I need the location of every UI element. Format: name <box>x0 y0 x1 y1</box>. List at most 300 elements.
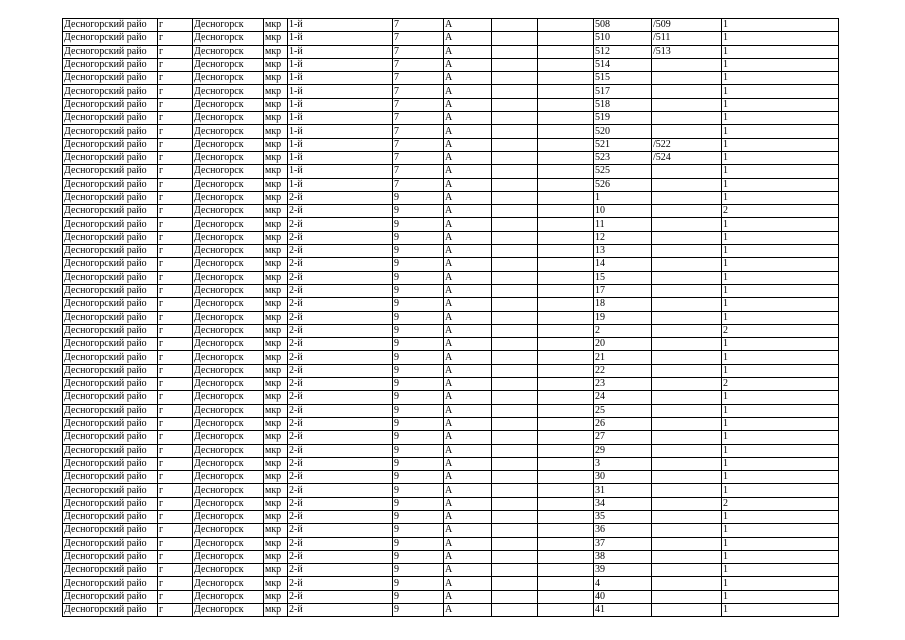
cell-extra-2 <box>538 151 594 164</box>
table-row <box>63 19 839 32</box>
cell-settlement-type: г <box>158 378 193 391</box>
table-row <box>63 431 839 444</box>
cell-letter: А <box>444 444 492 457</box>
cell-street-type: мкр <box>264 178 288 191</box>
cell-settlement-type: г <box>158 151 193 164</box>
cell-street-name: 2-й <box>288 444 393 457</box>
cell-settlement: Десногорск <box>193 417 264 430</box>
cell-house-number-2 <box>652 284 722 297</box>
cell-settlement: Десногорск <box>193 138 264 151</box>
table-row <box>63 537 839 550</box>
cell-block: 9 <box>393 590 444 603</box>
table-row <box>63 364 839 377</box>
cell-house-number-2 <box>652 338 722 351</box>
cell-block: 9 <box>393 284 444 297</box>
cell-street-type: мкр <box>264 138 288 151</box>
cell-block: 7 <box>393 112 444 125</box>
cell-house-number: 514 <box>594 58 652 71</box>
cell-count: 1 <box>722 138 839 151</box>
cell-extra-2 <box>538 537 594 550</box>
cell-count: 2 <box>722 324 839 337</box>
cell-district: Десногорский райо <box>63 85 158 98</box>
cell-house-number-2 <box>652 112 722 125</box>
cell-settlement-type: г <box>158 564 193 577</box>
cell-house-number-2 <box>652 85 722 98</box>
cell-street-type: мкр <box>264 231 288 244</box>
cell-settlement-type: г <box>158 138 193 151</box>
cell-extra-1 <box>492 378 538 391</box>
cell-extra-2 <box>538 471 594 484</box>
cell-settlement-type: г <box>158 178 193 191</box>
cell-street-type: мкр <box>264 550 288 563</box>
table-row <box>63 58 839 71</box>
cell-street-name: 2-й <box>288 271 393 284</box>
cell-settlement: Десногорск <box>193 550 264 563</box>
cell-letter: А <box>444 178 492 191</box>
cell-count: 1 <box>722 457 839 470</box>
cell-settlement: Десногорск <box>193 324 264 337</box>
cell-extra-1 <box>492 165 538 178</box>
cell-district: Десногорский райо <box>63 378 158 391</box>
cell-house-number-2 <box>652 604 722 617</box>
cell-block: 9 <box>393 484 444 497</box>
cell-count: 1 <box>722 58 839 71</box>
cell-street-type: мкр <box>264 258 288 271</box>
cell-settlement: Десногорск <box>193 378 264 391</box>
cell-street-name: 2-й <box>288 391 393 404</box>
cell-street-type: мкр <box>264 564 288 577</box>
cell-settlement: Десногорск <box>193 364 264 377</box>
cell-settlement: Десногорск <box>193 524 264 537</box>
table-row <box>63 524 839 537</box>
cell-extra-2 <box>538 431 594 444</box>
cell-settlement-type: г <box>158 271 193 284</box>
table-row <box>63 550 839 563</box>
cell-house-number-2 <box>652 218 722 231</box>
cell-count: 1 <box>722 178 839 191</box>
cell-settlement-type: г <box>158 45 193 58</box>
cell-street-type: мкр <box>264 391 288 404</box>
cell-extra-1 <box>492 417 538 430</box>
cell-house-number: 519 <box>594 112 652 125</box>
cell-block: 9 <box>393 404 444 417</box>
cell-house-number: 22 <box>594 364 652 377</box>
table-row <box>63 590 839 603</box>
cell-block: 9 <box>393 364 444 377</box>
cell-letter: А <box>444 324 492 337</box>
table-row <box>63 85 839 98</box>
cell-street-type: мкр <box>264 125 288 138</box>
cell-extra-1 <box>492 205 538 218</box>
cell-street-name: 1-й <box>288 58 393 71</box>
cell-block: 9 <box>393 550 444 563</box>
cell-extra-2 <box>538 351 594 364</box>
cell-house-number: 23 <box>594 378 652 391</box>
cell-house-number-2 <box>652 484 722 497</box>
cell-settlement: Десногорск <box>193 431 264 444</box>
cell-house-number: 517 <box>594 85 652 98</box>
cell-count: 1 <box>722 298 839 311</box>
table-row <box>63 165 839 178</box>
cell-street-name: 1-й <box>288 138 393 151</box>
cell-extra-1 <box>492 577 538 590</box>
cell-street-name: 2-й <box>288 417 393 430</box>
cell-street-name: 2-й <box>288 324 393 337</box>
cell-extra-1 <box>492 32 538 45</box>
cell-letter: А <box>444 284 492 297</box>
cell-block: 9 <box>393 324 444 337</box>
cell-house-number: 40 <box>594 590 652 603</box>
cell-street-name: 2-й <box>288 590 393 603</box>
cell-street-type: мкр <box>264 112 288 125</box>
cell-count: 1 <box>722 165 839 178</box>
cell-extra-1 <box>492 231 538 244</box>
cell-settlement: Десногорск <box>193 218 264 231</box>
cell-settlement-type: г <box>158 484 193 497</box>
cell-settlement-type: г <box>158 537 193 550</box>
cell-house-number: 37 <box>594 537 652 550</box>
cell-letter: А <box>444 45 492 58</box>
cell-district: Десногорский райо <box>63 537 158 550</box>
cell-count: 1 <box>722 112 839 125</box>
cell-block: 9 <box>393 497 444 510</box>
cell-settlement-type: г <box>158 191 193 204</box>
cell-block: 9 <box>393 524 444 537</box>
cell-extra-2 <box>538 444 594 457</box>
cell-street-type: мкр <box>264 191 288 204</box>
cell-count: 1 <box>722 537 839 550</box>
cell-settlement-type: г <box>158 497 193 510</box>
table-row <box>63 32 839 45</box>
cell-settlement: Десногорск <box>193 245 264 258</box>
cell-street-name: 2-й <box>288 457 393 470</box>
cell-house-number-2 <box>652 497 722 510</box>
cell-block: 7 <box>393 138 444 151</box>
cell-settlement-type: г <box>158 444 193 457</box>
cell-extra-1 <box>492 550 538 563</box>
cell-letter: А <box>444 378 492 391</box>
cell-extra-1 <box>492 351 538 364</box>
cell-street-type: мкр <box>264 604 288 617</box>
cell-street-name: 2-й <box>288 550 393 563</box>
cell-district: Десногорский райо <box>63 151 158 164</box>
cell-letter: А <box>444 577 492 590</box>
cell-block: 9 <box>393 245 444 258</box>
cell-count: 2 <box>722 205 839 218</box>
cell-street-type: мкр <box>264 457 288 470</box>
cell-house-number-2 <box>652 391 722 404</box>
cell-street-name: 1-й <box>288 165 393 178</box>
cell-house-number-2 <box>652 258 722 271</box>
cell-district: Десногорский райо <box>63 431 158 444</box>
cell-house-number-2 <box>652 231 722 244</box>
cell-letter: А <box>444 138 492 151</box>
cell-block: 9 <box>393 258 444 271</box>
cell-street-type: мкр <box>264 19 288 32</box>
cell-house-number: 523 <box>594 151 652 164</box>
cell-extra-2 <box>538 45 594 58</box>
cell-settlement-type: г <box>158 510 193 523</box>
cell-district: Десногорский райо <box>63 178 158 191</box>
cell-settlement-type: г <box>158 577 193 590</box>
cell-settlement-type: г <box>158 165 193 178</box>
cell-street-name: 2-й <box>288 205 393 218</box>
cell-letter: А <box>444 351 492 364</box>
cell-house-number-2 <box>652 205 722 218</box>
cell-letter: А <box>444 205 492 218</box>
cell-count: 1 <box>722 364 839 377</box>
cell-settlement: Десногорск <box>193 165 264 178</box>
cell-street-name: 2-й <box>288 484 393 497</box>
table-row <box>63 378 839 391</box>
cell-house-number-2 <box>652 577 722 590</box>
table-row <box>63 258 839 271</box>
cell-house-number: 526 <box>594 178 652 191</box>
cell-extra-1 <box>492 178 538 191</box>
cell-block: 7 <box>393 45 444 58</box>
cell-block: 9 <box>393 231 444 244</box>
cell-house-number: 21 <box>594 351 652 364</box>
cell-house-number: 17 <box>594 284 652 297</box>
cell-house-number: 11 <box>594 218 652 231</box>
cell-settlement-type: г <box>158 98 193 111</box>
cell-street-name: 2-й <box>288 524 393 537</box>
cell-count: 1 <box>722 444 839 457</box>
cell-house-number: 19 <box>594 311 652 324</box>
cell-district: Десногорский райо <box>63 590 158 603</box>
cell-street-name: 1-й <box>288 45 393 58</box>
cell-extra-1 <box>492 524 538 537</box>
cell-extra-1 <box>492 497 538 510</box>
cell-extra-1 <box>492 58 538 71</box>
cell-street-name: 1-й <box>288 72 393 85</box>
cell-settlement-type: г <box>158 58 193 71</box>
cell-house-number-2 <box>652 165 722 178</box>
cell-count: 1 <box>722 404 839 417</box>
cell-settlement-type: г <box>158 85 193 98</box>
cell-district: Десногорский райо <box>63 165 158 178</box>
cell-extra-1 <box>492 471 538 484</box>
table-row <box>63 417 839 430</box>
cell-street-type: мкр <box>264 58 288 71</box>
cell-block: 7 <box>393 32 444 45</box>
cell-street-type: мкр <box>264 404 288 417</box>
cell-street-name: 1-й <box>288 178 393 191</box>
cell-house-number: 24 <box>594 391 652 404</box>
cell-letter: А <box>444 72 492 85</box>
cell-district: Десногорский райо <box>63 231 158 244</box>
cell-settlement: Десногорск <box>193 537 264 550</box>
cell-settlement-type: г <box>158 32 193 45</box>
table-row <box>63 284 839 297</box>
cell-house-number-2 <box>652 324 722 337</box>
cell-settlement: Десногорск <box>193 112 264 125</box>
cell-settlement: Десногорск <box>193 471 264 484</box>
cell-count: 1 <box>722 231 839 244</box>
cell-extra-2 <box>538 191 594 204</box>
cell-street-name: 1-й <box>288 151 393 164</box>
cell-settlement-type: г <box>158 284 193 297</box>
cell-street-name: 2-й <box>288 351 393 364</box>
cell-house-number-2 <box>652 311 722 324</box>
cell-count: 1 <box>722 391 839 404</box>
cell-extra-1 <box>492 191 538 204</box>
cell-house-number-2: /522 <box>652 138 722 151</box>
cell-letter: А <box>444 564 492 577</box>
cell-count: 1 <box>722 484 839 497</box>
cell-house-number: 29 <box>594 444 652 457</box>
cell-street-name: 1-й <box>288 19 393 32</box>
cell-house-number-2 <box>652 378 722 391</box>
cell-extra-2 <box>538 32 594 45</box>
cell-house-number: 26 <box>594 417 652 430</box>
table-row <box>63 178 839 191</box>
cell-district: Десногорский райо <box>63 497 158 510</box>
cell-extra-2 <box>538 311 594 324</box>
cell-extra-1 <box>492 444 538 457</box>
cell-count: 1 <box>722 72 839 85</box>
cell-settlement-type: г <box>158 324 193 337</box>
cell-block: 7 <box>393 125 444 138</box>
cell-extra-1 <box>492 271 538 284</box>
cell-settlement: Десногорск <box>193 125 264 138</box>
cell-street-type: мкр <box>264 98 288 111</box>
cell-extra-2 <box>538 245 594 258</box>
table-row <box>63 564 839 577</box>
cell-street-name: 2-й <box>288 298 393 311</box>
cell-block: 9 <box>393 604 444 617</box>
cell-house-number-2 <box>652 564 722 577</box>
cell-settlement-type: г <box>158 245 193 258</box>
cell-settlement: Десногорск <box>193 58 264 71</box>
cell-extra-2 <box>538 510 594 523</box>
cell-settlement-type: г <box>158 391 193 404</box>
cell-district: Десногорский райо <box>63 19 158 32</box>
cell-count: 1 <box>722 32 839 45</box>
cell-letter: А <box>444 524 492 537</box>
cell-settlement-type: г <box>158 19 193 32</box>
cell-district: Десногорский райо <box>63 444 158 457</box>
table-row <box>63 125 839 138</box>
cell-street-type: мкр <box>264 298 288 311</box>
cell-count: 1 <box>722 284 839 297</box>
cell-settlement-type: г <box>158 364 193 377</box>
cell-extra-2 <box>538 125 594 138</box>
cell-district: Десногорский райо <box>63 58 158 71</box>
cell-street-type: мкр <box>264 284 288 297</box>
cell-letter: А <box>444 510 492 523</box>
cell-district: Десногорский райо <box>63 271 158 284</box>
cell-house-number: 515 <box>594 72 652 85</box>
cell-extra-2 <box>538 378 594 391</box>
cell-street-type: мкр <box>264 45 288 58</box>
cell-extra-2 <box>538 604 594 617</box>
cell-house-number-2 <box>652 298 722 311</box>
cell-street-name: 2-й <box>288 245 393 258</box>
cell-extra-2 <box>538 138 594 151</box>
cell-settlement-type: г <box>158 457 193 470</box>
cell-letter: А <box>444 537 492 550</box>
cell-extra-1 <box>492 564 538 577</box>
table-row <box>63 471 839 484</box>
cell-extra-1 <box>492 218 538 231</box>
cell-extra-2 <box>538 577 594 590</box>
table-row <box>63 205 839 218</box>
cell-street-type: мкр <box>264 311 288 324</box>
cell-street-name: 1-й <box>288 32 393 45</box>
cell-settlement-type: г <box>158 338 193 351</box>
cell-house-number: 2 <box>594 324 652 337</box>
cell-house-number: 31 <box>594 484 652 497</box>
table-row <box>63 151 839 164</box>
cell-street-name: 2-й <box>288 378 393 391</box>
cell-count: 1 <box>722 577 839 590</box>
cell-count: 1 <box>722 125 839 138</box>
cell-house-number: 30 <box>594 471 652 484</box>
cell-extra-2 <box>538 284 594 297</box>
cell-house-number: 3 <box>594 457 652 470</box>
cell-district: Десногорский райо <box>63 510 158 523</box>
cell-letter: А <box>444 550 492 563</box>
cell-extra-1 <box>492 284 538 297</box>
address-table-body <box>63 19 839 617</box>
cell-street-type: мкр <box>264 378 288 391</box>
cell-letter: А <box>444 457 492 470</box>
cell-street-name: 2-й <box>288 431 393 444</box>
cell-street-type: мкр <box>264 165 288 178</box>
cell-settlement: Десногорск <box>193 19 264 32</box>
cell-extra-2 <box>538 484 594 497</box>
cell-house-number: 521 <box>594 138 652 151</box>
cell-settlement: Десногорск <box>193 271 264 284</box>
cell-street-name: 1-й <box>288 98 393 111</box>
cell-letter: А <box>444 112 492 125</box>
cell-house-number: 12 <box>594 231 652 244</box>
cell-settlement: Десногорск <box>193 604 264 617</box>
cell-block: 9 <box>393 391 444 404</box>
table-row <box>63 338 839 351</box>
table-row <box>63 484 839 497</box>
cell-block: 9 <box>393 311 444 324</box>
cell-street-name: 2-й <box>288 471 393 484</box>
cell-block: 9 <box>393 431 444 444</box>
cell-count: 1 <box>722 471 839 484</box>
cell-extra-1 <box>492 604 538 617</box>
cell-block: 9 <box>393 564 444 577</box>
cell-extra-2 <box>538 457 594 470</box>
cell-letter: А <box>444 590 492 603</box>
cell-count: 1 <box>722 191 839 204</box>
cell-house-number-2: /509 <box>652 19 722 32</box>
cell-letter: А <box>444 338 492 351</box>
cell-extra-1 <box>492 311 538 324</box>
cell-settlement: Десногорск <box>193 205 264 218</box>
cell-street-type: мкр <box>264 497 288 510</box>
cell-block: 9 <box>393 471 444 484</box>
cell-extra-2 <box>538 298 594 311</box>
cell-street-name: 2-й <box>288 404 393 417</box>
cell-house-number: 512 <box>594 45 652 58</box>
cell-district: Десногорский райо <box>63 524 158 537</box>
cell-house-number-2 <box>652 271 722 284</box>
cell-block: 7 <box>393 58 444 71</box>
table-row <box>63 457 839 470</box>
cell-extra-1 <box>492 258 538 271</box>
cell-letter: А <box>444 417 492 430</box>
cell-count: 1 <box>722 45 839 58</box>
cell-house-number: 38 <box>594 550 652 563</box>
cell-district: Десногорский райо <box>63 364 158 377</box>
